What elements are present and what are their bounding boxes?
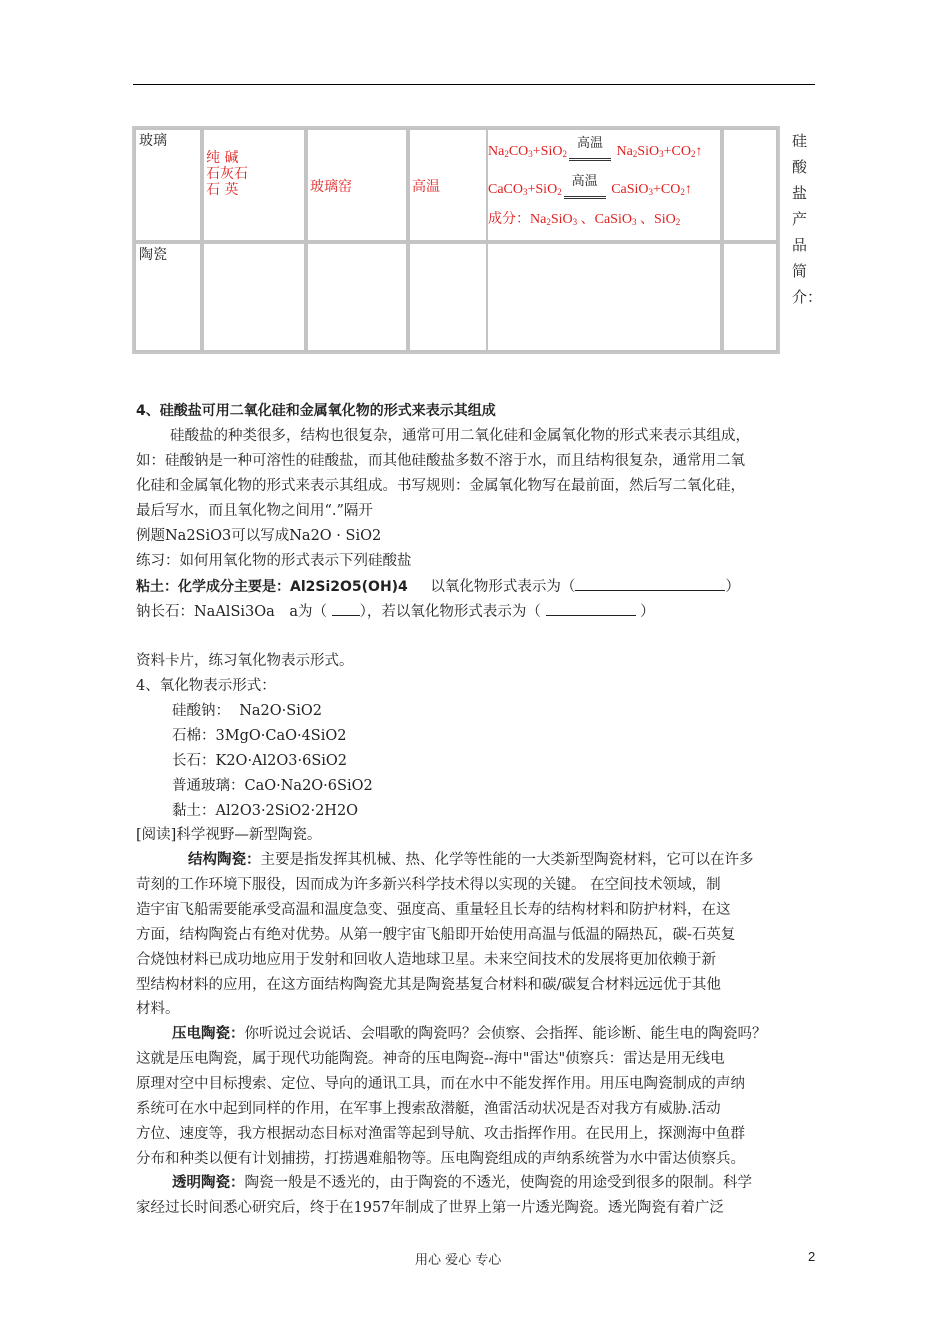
reaction-equation: $Na_2CO_3+SiO_2$ 高温 $Na_2SiO_3+CO_2↑$ [488,144,702,160]
piezo-line: 方位、速度等，我方根据动态目标对渔雷等起到导航、攻击指挥作用。在民用上，探测海中鱼群 [136,1126,745,1142]
oxide-item [172,802,358,820]
oxide-item [172,702,322,720]
cell-glass-extra [722,128,778,242]
oxide-formula: CaO·Na2O·6SiO2 [244,778,373,794]
oxide-label: 长石： [172,753,216,769]
feldspar-exercise [136,601,655,621]
transparent-line: 家经过长时间悉心研究后，终于在1957年制成了世界上第一片透光陶瓷。透光陶瓷有着广泛 [136,1200,724,1216]
text: 你听说过会说话、会唱歌的陶瓷吗？会侦察、会指挥、能诊断、能生电的陶瓷吗？ [244,1026,767,1042]
side-char: 品 [792,236,808,254]
cards-intro: 资料卡片，练习氧化物表示形式。 [136,653,354,669]
oxide-label: 普通玻璃： [172,778,245,794]
footer-motto: 用心 爱心 专心 [415,1253,502,1268]
cell-glass-name [134,128,202,242]
reading-line: [阅读]科学视野—新型陶瓷。 [136,827,322,843]
paragraph-line: 最后写水，而且氧化物之间用“.”隔开 [136,503,373,519]
structural-line: 材料。 [136,1001,180,1017]
a-answer-blank[interactable] [332,601,360,616]
clay-label: 粘土：化学成分主要是：Al2Si2O5(OH)4 [136,579,408,595]
feldspar-mid: ），若以氧化物形式表示为（ [359,604,541,620]
side-char: 硅 [792,132,808,150]
cell-glass-reactions [486,128,722,242]
row-name: 陶瓷 [139,247,167,263]
cell-ceramic-materials [202,242,306,352]
clay-answer-blank[interactable] [575,576,725,591]
side-char: 盐 [792,184,808,202]
transparent-title: 透明陶瓷： [172,1175,245,1191]
oxide-label: 硅酸钠： [172,703,230,719]
header-rule [133,84,815,85]
section-heading: 4、硅酸盐可用二氧化硅和金属氧化物的形式来表示其组成 [136,403,496,419]
composition: 成分：$Na_2SiO_3$ 、CaSiO$_3$ 、SiO$_2$ [488,211,681,227]
oxide-formula: Na2O·SiO2 [239,703,322,719]
material: 石 英 [206,182,239,198]
cell-ceramic-name [134,242,202,352]
condition: 高温 [412,179,440,195]
reaction-condition: 高温 [576,136,603,151]
paren: ） [640,604,655,620]
paragraph-line: 化硅和金属氧化物的形式来表示其组成。书写规则：金属氧化物写在最前面，然后写二氧化硅， [136,478,745,494]
cell-glass-materials [202,128,306,242]
transparent-line [172,1174,752,1192]
side-char: 产 [792,210,808,228]
clay-prompt: 以氧化物形式表示为（ [430,579,576,595]
cards-heading: 4、氧化物表示形式： [136,678,276,694]
structural-line: 方面，结构陶瓷占有绝对优势。从第一艘宇宙飞船即开始使用高温与低温的隔热瓦，碳-石英复 [136,927,736,943]
side-char: 酸 [792,158,808,176]
cell-ceramic-equipment [306,242,408,352]
piezo-line: 系统可在水中起到同样的作用，在军事上搜索敌潜艇，渔雷活动状况是否对我方有威胁.活动 [136,1101,721,1117]
cell-glass-condition [408,128,488,242]
side-char: 简 [792,262,808,280]
page-number: 2 [808,1249,816,1264]
piezo-title: 压电陶瓷： [172,1026,245,1042]
exercise-line: 练习：如何用氧化物的形式表示下列硅酸盐 [136,553,412,569]
reaction-equation: CaCO$_3$+SiO$_2$ 高温 $CaSiO_3+CO_2↑$ [488,182,692,198]
feldspar-label: 钠长石：NaAlSi3Oa [136,604,275,620]
text: 主要是指发挥其机械、热、化学等性能的一大类新型陶瓷材料，它可以在许多 [260,852,754,868]
cell-glass-equipment [306,128,408,242]
clay-exercise [136,576,740,596]
piezo-line: 原理对空中目标搜索、定位、导向的通讯工具，而在水中不能发挥作用。用压电陶瓷制成的声纳 [136,1076,745,1092]
equipment: 玻璃窑 [310,179,352,195]
side-char: 介： [792,288,823,306]
piezo-line [172,1025,767,1043]
example-line: 例题Na2SiO3可以写成Na2O · SiO2 [136,528,382,544]
cell-ceramic-extra [722,242,778,352]
cell-ceramic-condition [408,242,488,352]
oxide-formula: K2O·Al2O3·6SiO2 [215,753,348,769]
oxide-item [172,777,373,795]
material: 纯 碱 [206,150,239,166]
cell-ceramic-reactions [486,242,722,352]
oxide-item [172,752,347,770]
material: 石灰石 [206,166,248,182]
structural-line: 造宇宙飞船需要能承受高温和温度急变、强度高、重量轻且长寿的结构材料和防护材料，在这 [136,902,731,918]
text: 陶瓷一般是不透光的，由于陶瓷的不透光，使陶瓷的用途受到很多的限制。科学 [244,1175,752,1191]
structural-line: 苛刻的工作环境下服役，因而成为许多新兴科学技术得以实现的关键。 在空间技术领域，制 [136,877,721,893]
side-label [792,128,823,310]
paren: ） [725,579,740,595]
oxide-item [172,727,347,745]
structural-title: 结构陶瓷： [188,852,261,868]
paragraph-line: 如：硅酸钠是一种可溶性的硅酸盐，而其他硅酸盐多数不溶于水，而且结构很复杂，通常用二氧 [136,453,745,469]
structural-line: 型结构材料的应用，在这方面结构陶瓷尤其是陶瓷基复合材料和碳/碳复合材料远远优于其他 [136,977,721,993]
structural-line [188,851,754,869]
oxide-label: 石棉： [172,728,216,744]
reaction-condition: 高温 [571,174,598,189]
feldspar-a-prompt: a为（ [289,604,328,620]
oxide-formula: 3MgO·CaO·4SiO2 [215,728,347,744]
paragraph-line: 硅酸盐的种类很多，结构也很复杂，通常可用二氧化硅和金属氧化物的形式来表示其组成， [170,428,750,444]
oxide-formula: Al2O3·2SiO2·2H2O [215,803,359,819]
oxide-label: 黏土： [172,803,216,819]
structural-line: 合烧蚀材料已成功地应用于发射和回收人造地球卫星。未来空间技术的发展将更加依赖于新 [136,952,716,968]
silicate-products-table [132,126,780,354]
piezo-line: 这就是压电陶瓷，属于现代功能陶瓷。神奇的压电陶瓷--海中"雷达"侦察兵：雷达是用无线电 [136,1051,725,1067]
feldspar-answer-blank[interactable] [546,601,636,616]
piezo-line: 分布和种类以便有计划捕捞，打捞遇难船物等。压电陶瓷组成的声纳系统誉为水中雷达侦察兵。 [136,1151,745,1167]
row-name: 玻璃 [139,133,167,149]
